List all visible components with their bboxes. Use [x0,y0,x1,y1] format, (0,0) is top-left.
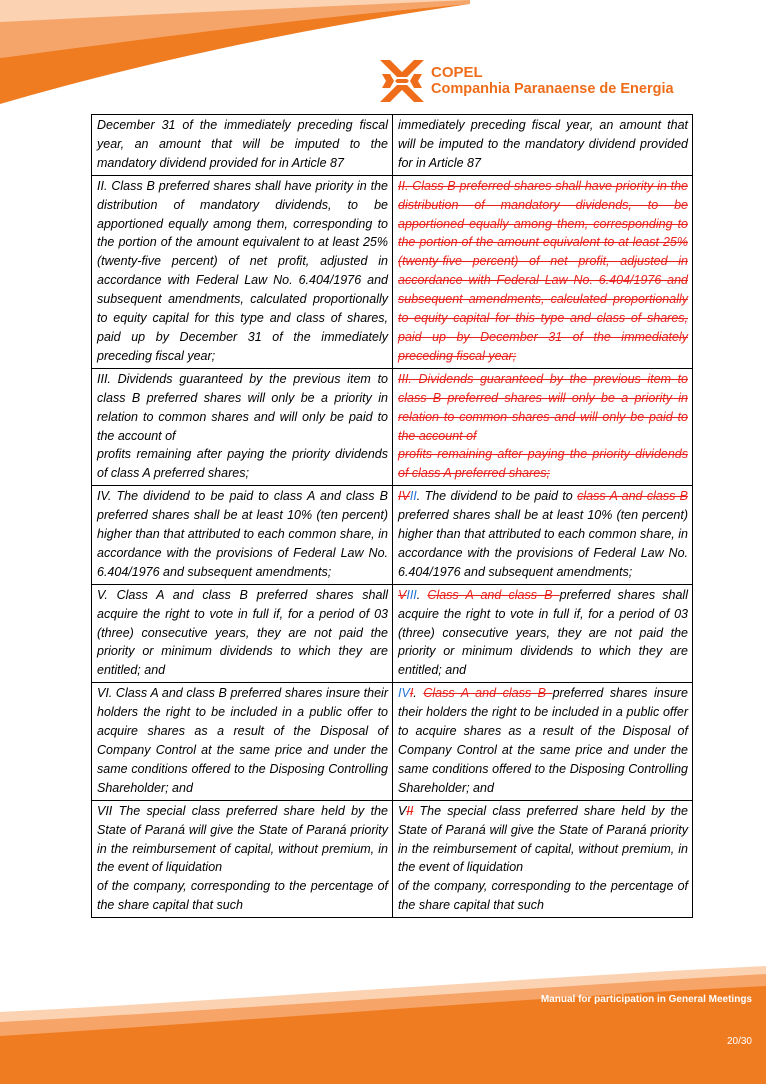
current-text-cell [92,175,393,368]
deleted-text: V [398,587,407,602]
proposed-text: . The dividend to be paid to [416,489,578,504]
inserted-text: II [409,489,417,504]
current-text: IV. The dividend to be paid to class A and class B preferred shares shall be at least 10% (ten percent) higher than that attributed to each common share, in accordance with the provisions of Federal Law No. 6.404/1976 and subsequent amendments; [97,489,388,579]
deleted-text: II. Class B preferred shares shall have priority in the distribution of mandatory dividends, to be apportioned equally among them, corresponding to the portion of the amount equivalent to at least 25% (twenty-five percent) of net profit, adjusted in accordance with Federal Law No. 6.404/1976 and subsequent amendments, calculated proportionally to equity capital for this type and class of shares, paid up by December 31 of the immediately preceding fiscal year; [398,178,688,363]
current-text-cell [92,584,393,683]
deleted-text: profits remaining after paying the priority dividends of class A preferred shares; [398,447,688,481]
proposed-text: . [413,686,424,701]
proposed-text-cell [393,800,693,917]
proposed-text-cell [393,584,693,683]
table-row [92,584,693,683]
proposed-text-cell [393,683,693,800]
table-row [92,486,693,585]
inserted-text: III [406,587,417,602]
proposed-text: V [398,803,407,818]
proposed-text: preferred shares shall acquire the right to vote in full if, for a period of 03 (three) consecutive years, they are not paid the priority or minimum dividends to which they are entitled; and [398,587,688,678]
deleted-text: class A and class B [577,489,689,504]
brand-name: COPEL [431,64,483,81]
deleted-text: I [409,686,414,701]
footer-title: Manual for participation in General Meetings [540,994,752,1005]
proposed-text-cell [393,368,693,485]
current-text: II. Class B preferred shares shall have priority in the distribution of mandatory dividends, to be apportioned equally among them, corresponding to the portion of the amount equivalent to at least 25% (twenty-five percent) of net profit, adjusted in accordance with Federal Law No. 6.404/1976 and subsequent amendments, calculated proportionally to equity capital for this type and class of shares, paid up by December 31 of the immediately preceding fiscal year; [97,178,388,363]
inserted-text: IV [398,686,410,701]
table-row [92,800,693,917]
footer-swoosh [0,960,766,1084]
current-text-cell [92,800,393,917]
copel-logo [380,60,674,102]
proposed-text: preferred shares insure their holders the right to be included in a public offer to acquire shares as a result of the Disposal of Company Control at the same price and under the same conditions offered to the Disposing Controlling Shareholder; and [398,686,689,795]
table-row [92,683,693,800]
copel-logo-icon [380,60,424,102]
proposed-text-cell [393,175,693,368]
deleted-text: IV [398,489,410,504]
table-row [92,175,693,368]
current-text-continued: of the company, corresponding to the percentage of the share capital that such [97,879,388,913]
proposed-text-cell [393,115,693,176]
current-text-cell [92,115,393,176]
proposed-text: immediately preceding fiscal year, an amount that will be imputed to the mandatory dividend provided for in Article 87 [398,118,688,170]
current-text-continued: profits remaining after paying the priority dividends of class A preferred shares; [97,447,388,481]
current-text: December 31 of the immediately preceding fiscal year, an amount that will be imputed to the mandatory dividend provided for in Article 87 [97,118,388,170]
current-text: III. Dividends guaranteed by the previous item to class B preferred shares will only be a priority in relation to common shares and will only be paid to the account of [97,371,388,443]
current-text: V. Class A and class B preferred shares shall acquire the right to vote in full if, for a period of 03 (three) consecutive years, they are not paid the priority or minimum dividends to which they are entitled; and [97,587,388,678]
deleted-text: Class A and class B [423,686,553,701]
current-text: VI. Class A and class B preferred shares insure their holders the right to be included in a public offer to acquire shares as a result of the Disposal of Company Control at the same price and under the same conditions offered to the Disposing Controlling Shareholder; and [97,686,388,795]
brand-subtitle: Companhia Paranaense de Energia [431,81,674,97]
proposed-text-cell [393,486,693,585]
proposed-text: of the company, corresponding to the percentage of the share capital that such [398,879,688,913]
current-text-cell [92,368,393,485]
proposed-text: . [416,587,428,602]
amendment-comparison-table [91,114,693,918]
proposed-text: The special class preferred share held by the State of Paraná will give the State of Paraná priority in the reimbursement of capital, without premium, in the event of liquidation [398,803,688,875]
deleted-text: III. Dividends guaranteed by the previous item to class B preferred shares will only be a priority in relation to common shares and will only be paid to the account of [398,371,688,443]
table-row [92,115,693,176]
deleted-text: Class A and class B [427,587,560,602]
current-text: VII The special class preferred share held by the State of Paraná will give the State of Paraná priority in the reimbursement of capital, without premium, in the event of liquidation [97,803,388,875]
deleted-text: II [406,803,414,818]
table-row [92,368,693,485]
current-text-cell [92,683,393,800]
proposed-text: preferred shares shall be at least 10% (ten percent) higher than that attributed to each common share, in accordance with the provisions of Federal Law No. 6.404/1976 and subsequent amendments; [398,508,688,579]
current-text-cell [92,486,393,585]
page-number: 20/30 [726,1036,752,1047]
